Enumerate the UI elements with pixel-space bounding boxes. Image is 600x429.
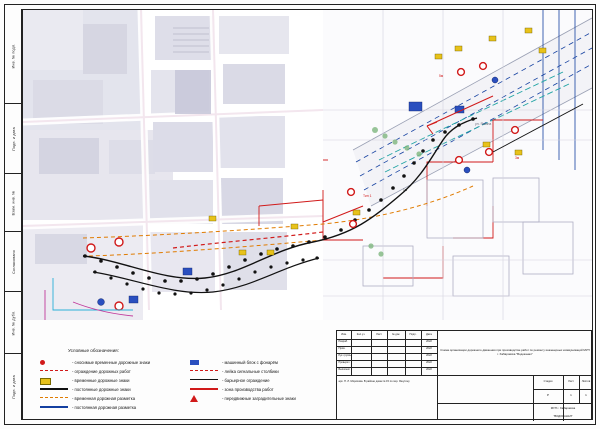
- left-stamp-strip: [5, 9, 22, 420]
- strip-label: Согласовано: [11, 249, 16, 274]
- strip-cell: [5, 354, 22, 420]
- legend-item: [40, 403, 180, 412]
- legend-item: [190, 367, 340, 376]
- legend-item-label: - сносимые временные дорожные знаки: [72, 360, 151, 365]
- rev-header-ndoc: № док.: [391, 332, 401, 336]
- legend-symbol-temp-sign: [40, 378, 51, 385]
- legend-item-label: - ограждение дорожных работ: [72, 369, 131, 374]
- organization-line1: МУП г. Хабаровска: [550, 405, 576, 410]
- map-label: 1м: [403, 188, 408, 192]
- sheet-value: 1: [570, 393, 572, 398]
- strip-label: Инв. № подл.: [11, 43, 16, 69]
- legend-symbol-signal-posts: [190, 370, 218, 371]
- title-block: [336, 330, 592, 420]
- strip-label: Взам. инв. №: [11, 190, 16, 215]
- legend-item-label: - лейка сигнальные столбики: [222, 369, 279, 374]
- col-stage-header: Стадия: [543, 379, 553, 383]
- legend-symbol-barrier: [190, 379, 218, 380]
- rev-header-podp: Подп.: [409, 332, 417, 336]
- map-vector: [23, 10, 592, 320]
- stamp-role: Проверил: [338, 361, 350, 365]
- legend-title: Условные обозначения:: [68, 348, 119, 353]
- col-sheet-header: Лист: [568, 379, 574, 383]
- legend-item-label: - временные дорожные знаки: [72, 378, 130, 383]
- legend-item: [40, 385, 180, 394]
- legend-item: [190, 358, 340, 367]
- stamp-role: Пров.: [338, 347, 346, 351]
- rev-header-izm: Изм.: [341, 332, 347, 336]
- stamp-role: Рук. группы: [338, 354, 352, 358]
- legend-item-label: - временная дорожная разметка: [72, 396, 136, 401]
- strip-cell: [5, 9, 22, 104]
- legend-item-label: - зона производства работ: [222, 387, 274, 392]
- legend-item: [40, 367, 180, 376]
- legend-symbol-work-zone: [190, 388, 218, 390]
- rev-header-kol: Кол.уч.: [356, 332, 366, 336]
- legend-item: [190, 385, 340, 394]
- legend-symbol-perm-sign: [40, 388, 68, 390]
- legend-item-label: - постоянные дорожные знаки: [72, 387, 131, 392]
- legend-item-label: - барьерное ограждение: [222, 378, 270, 383]
- author-line: арх. П. Л. Морозова. В районе дома № 15 по пер. Яшутину: [338, 379, 410, 383]
- stamp-role: Разраб.: [338, 340, 348, 344]
- stamp-date: 2022: [426, 361, 432, 365]
- legend-symbol-removed-sign: [40, 360, 45, 365]
- legend-item: [40, 358, 180, 367]
- legend-item-label: - передвижные заградительные знаки: [222, 396, 296, 401]
- strip-cell: [5, 292, 22, 354]
- legend-symbol-lamp-block: [190, 360, 199, 365]
- legend-symbol-temp-marking: [40, 397, 68, 398]
- strip-cell: [5, 232, 22, 292]
- legend-column-right: [190, 358, 340, 403]
- legend-symbol-mobile-barrier-sign: [190, 395, 198, 402]
- legend-item: [40, 394, 180, 403]
- legend: [40, 348, 330, 420]
- legend-symbol-perm-marking: [40, 406, 68, 408]
- legend-item: [190, 376, 340, 385]
- legend-item: [190, 394, 340, 403]
- rev-header-data: Дата: [426, 332, 432, 336]
- stamp-role: Выполнил: [338, 368, 350, 372]
- title-main: Схема организации дорожного движения при производстве работ по ремонту инженерных коммуникаций МУП г. Хабаровска "Водоканал": [440, 348, 590, 356]
- map-label: 5м: [439, 74, 444, 78]
- legend-symbol-work-fence: [40, 370, 68, 371]
- strip-label: Подп. и дата: [11, 375, 16, 399]
- stamp-date: 2022: [426, 368, 432, 372]
- stamp-date: 2022: [426, 354, 432, 358]
- site-plan-map: [23, 10, 592, 320]
- legend-item-label: - постоянная дорожная разметка: [72, 405, 137, 410]
- strip-cell: [5, 174, 22, 232]
- col-sheets-header: Листов: [581, 379, 591, 383]
- sheets-value: 1: [585, 393, 587, 398]
- stamp-date: 2022: [426, 340, 432, 344]
- legend-item: [40, 376, 180, 385]
- strip-cell: [5, 104, 22, 174]
- strip-label: Инв. № дубл.: [11, 310, 16, 335]
- stage-value: Р: [546, 393, 549, 398]
- legend-item-label: - машинный блок с фонарём: [222, 360, 278, 365]
- map-label: ул. Яшина: [475, 122, 492, 126]
- stamp-date: 2022: [426, 347, 432, 351]
- organization-line2: "ВОДОКАНАЛ": [553, 413, 573, 418]
- map-label: Тип 1: [363, 194, 372, 198]
- legend-column-left: [40, 358, 180, 412]
- rev-header-list: Лист: [376, 332, 382, 336]
- map-label: 3м: [515, 156, 520, 160]
- strip-label: Подп. и дата: [11, 126, 16, 151]
